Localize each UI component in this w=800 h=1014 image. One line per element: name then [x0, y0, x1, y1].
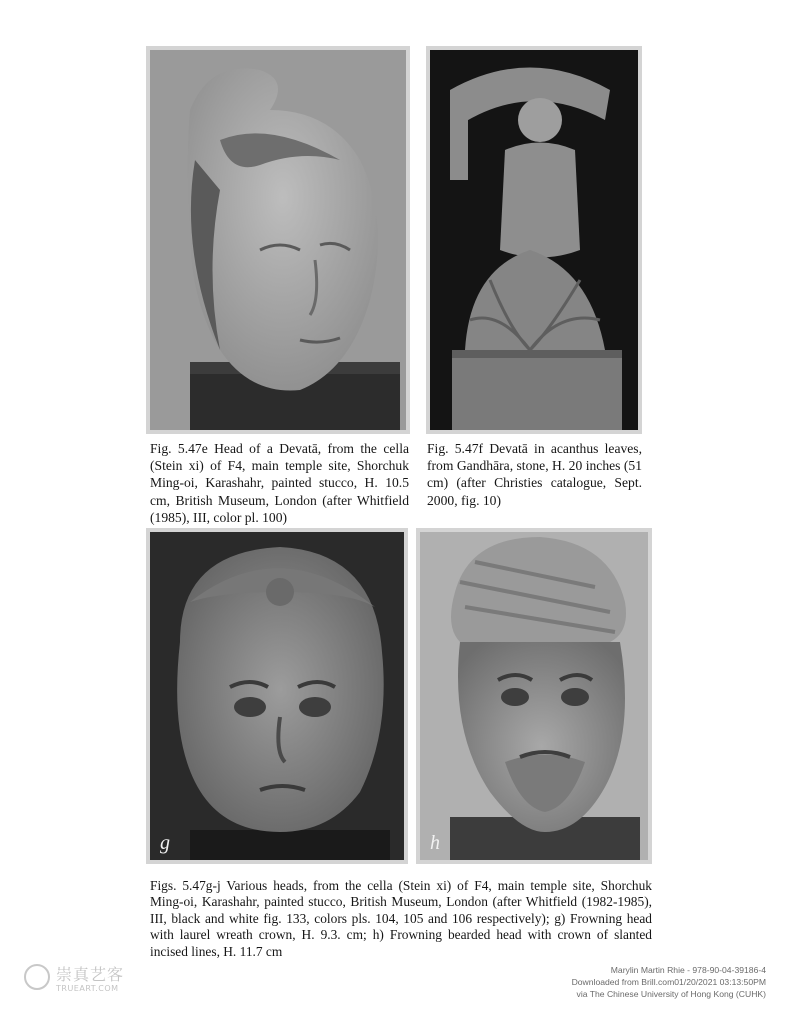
watermark-en-text: TRUEART.COM — [56, 984, 119, 993]
footer-author-isbn: Marylin Martin Rhie - 978-90-04-39186-4 — [610, 965, 766, 975]
figure-letter-h: h — [430, 832, 440, 854]
figure-5-47h-photo — [416, 528, 652, 864]
figure-5-47g-photo — [146, 528, 408, 864]
figures-5-47g-j-caption: Figs. 5.47g-j Various heads, from the cella (Stein xi) of F4, main temple site, Shorchuk Ming-oi, Karashahr, painted stucco, British Museum, London (after Whitfield (1982-1985), III, black and white fig. 133, colors pls. 104, 105 and 106 respectively); g) Frowning head with laurel wreath crown, H. 9.3. cm; h) Frowning bearded head with crown of slanted incised lines, H. 11.7 cm — [150, 878, 652, 959]
devata-acanthus-image — [430, 50, 638, 430]
footer-download-date: Downloaded from Brill.com01/20/2021 03:13:50PM — [571, 977, 766, 987]
figure-5-47e-caption: Fig. 5.47e Head of a Devatā, from the cella (Stein xi) of F4, main temple site, Shorchuk Ming-oi, Karashahr, painted stucco, H. 10.5 cm, British Museum, London (after Whitfield (1985), III, color pl. 100) — [150, 441, 409, 525]
figure-5-47f-caption: Fig. 5.47f Devatā in acanthus leaves, from Gandhāra, stone, H. 20 inches (51 cm) (after Christies catalogue, Sept. 2000, fig. 10) — [427, 441, 642, 508]
frowning-head-laurel-image — [150, 532, 404, 860]
frowning-head-bearded-image — [420, 532, 648, 860]
trueart-watermark — [24, 960, 134, 1002]
devata-head-image — [150, 50, 406, 430]
figure-5-47f-photo — [426, 46, 642, 434]
download-footer — [572, 964, 766, 1000]
watermark-logo-icon — [24, 964, 50, 990]
figure-5-47e-photo — [146, 46, 410, 434]
watermark-cn-text: 崇真艺客 — [56, 965, 125, 984]
footer-institution: via The Chinese University of Hong Kong (CUHK) — [576, 989, 766, 999]
figure-letter-g: g — [160, 832, 170, 854]
